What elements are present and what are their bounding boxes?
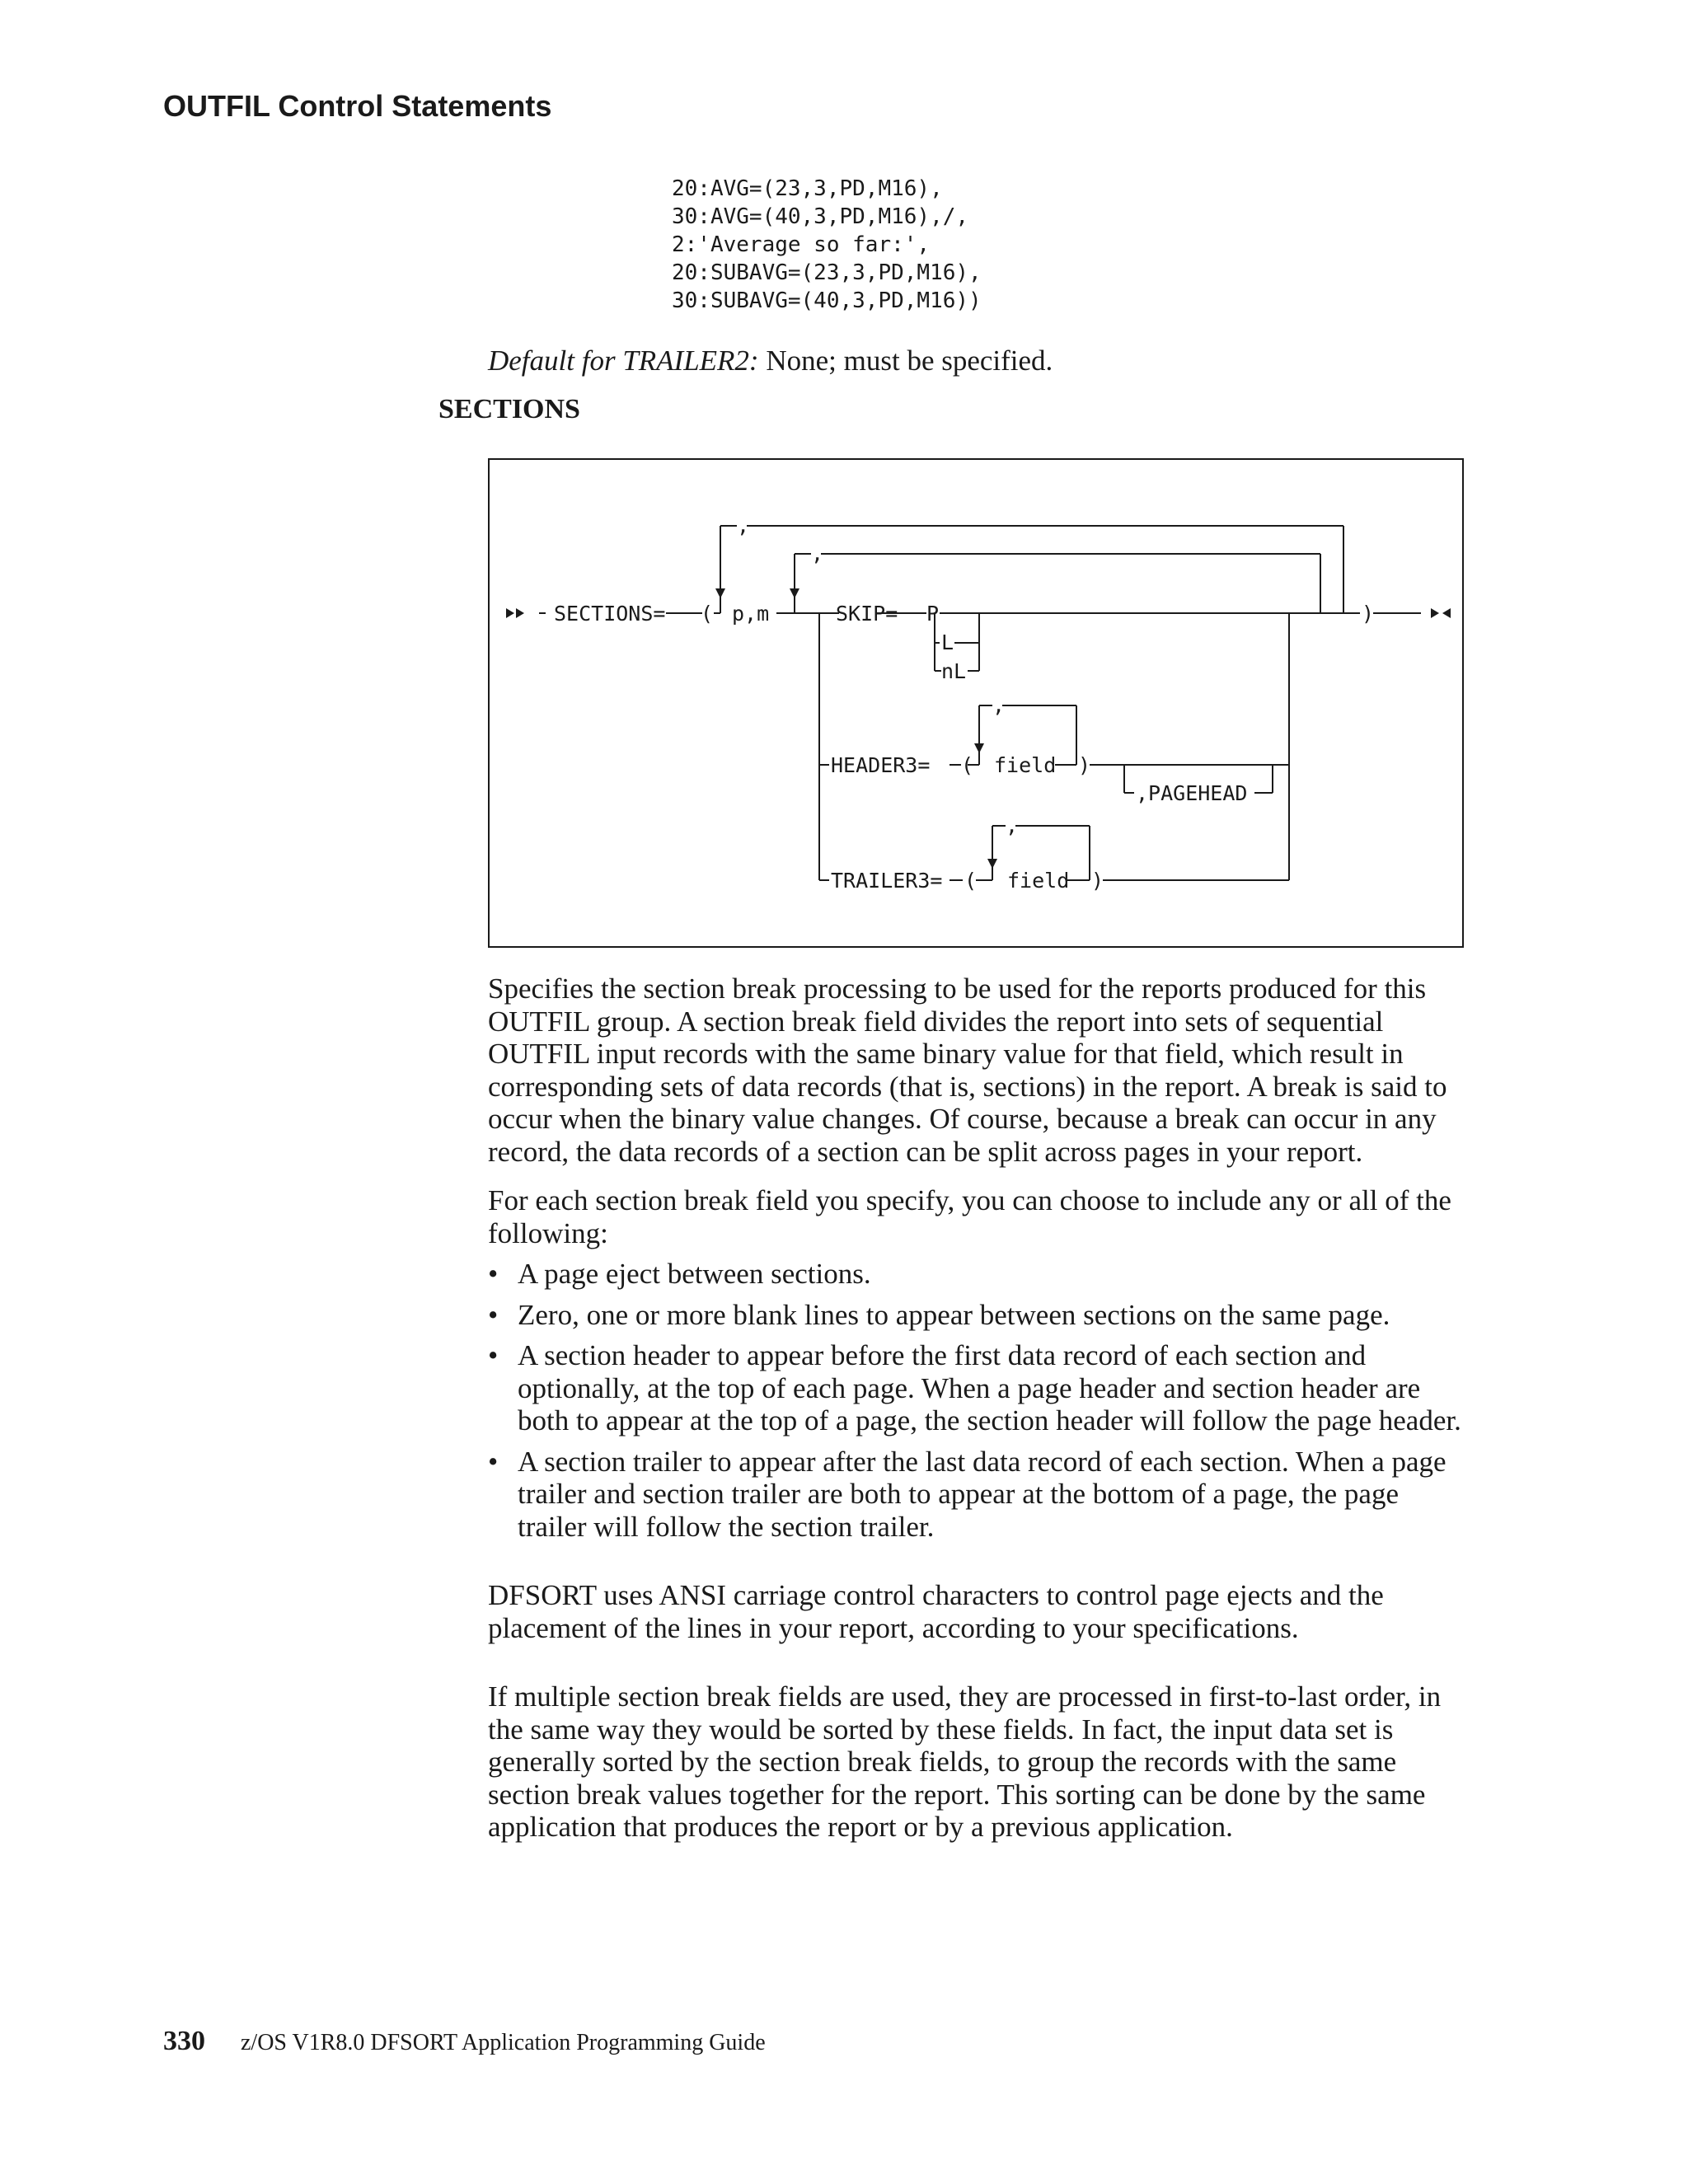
diagram-field: field [1007,869,1070,893]
list-item [488,1446,1469,1544]
diagram-comma: , [992,693,1006,717]
code-line: 30:AVG=(40,3,PD,M16),/, [672,204,969,229]
diagram-skip-p: P [926,602,940,626]
diagram-open-paren: ( [701,602,714,626]
diagram-close-paren: ) [1362,602,1375,626]
diagram-skip-l: L [941,630,954,654]
syntax-diagram-svg [490,460,1465,949]
list-item [488,1339,1469,1437]
list-item-text: Zero, one or more blank lines to appear between sections on the same page. [518,1298,1390,1331]
book-title: z/OS V1R8.0 DFSORT Application Programming Guide [241,2030,766,2055]
code-line: 20:AVG=(23,3,PD,M16), [672,176,943,201]
diagram-comma: , [811,541,824,565]
diagram-comma: , [1006,813,1019,837]
bullet-icon: • [488,1298,499,1331]
diagram-pm: p,m [732,602,770,626]
running-head: OUTFIL Control Statements [163,89,552,123]
diagram-close-paren: ) [1091,869,1104,893]
list-item-text: A section header to appear before the first data record of each section and optionally, at the top of each page. When a page header and section header are both to appear at the top of a page, the section header will follow the page header. [518,1339,1461,1436]
paragraph: For each section break field you specify, you can choose to include any or all of the following: [488,1184,1451,1249]
code-line: 30:SUBAVG=(40,3,PD,M16)) [672,288,982,313]
default-value: None; must be specified. [766,344,1053,377]
diagram-skip-nl: nL [941,659,967,683]
diagram-open-paren: ( [961,753,974,777]
diagram-sections-keyword: SECTIONS= [554,602,666,626]
diagram-field: field [994,753,1057,777]
diagram-comma: , [737,513,750,537]
bullet-list [488,1258,1469,1543]
diagram-close-paren: ) [1078,753,1091,777]
diagram-pagehead: ,PAGEHEAD [1136,781,1248,805]
list-item-text: A section trailer to appear after the last data record of each section. When a page trailer and section trailer are both to appear at the bottom of a page, the page trailer will follow the section trailer. [518,1445,1447,1543]
diagram-skip: SKIP= [836,602,898,626]
bullet-icon: • [488,1339,499,1371]
page-number: 330 [163,2026,205,2056]
diagram-trailer3: TRAILER3= [831,869,943,893]
default-label: Default for TRAILER2: [488,344,759,377]
list-item [488,1258,1469,1291]
paragraph: DFSORT uses ANSI carriage control characters to control page ejects and the placement of the lines in your report, according to your specifications. [488,1579,1384,1644]
list-item-text: A page eject between sections. [518,1258,871,1290]
diagram-header3: HEADER3= [831,753,931,777]
diagram-open-paren: ( [964,869,978,893]
paragraph: Specifies the section break processing to be used for the reports produced for this OUTFIL group. A section break field divides the report into sets of sequential OUTFIL input records with the same binary value for that field, which result in corresponding sets of data records (that is, sections) in the report. A break is said to occur when the binary value changes. Of course, because a break can occur in any record, the data records of a section can be split across pages in your report. [488,972,1447,1168]
code-line: 2:'Average so far:', [672,232,931,257]
bullet-icon: • [488,1445,499,1478]
section-heading: SECTIONS [438,394,580,424]
list-item [488,1299,1469,1332]
code-line: 20:SUBAVG=(23,3,PD,M16), [672,260,982,285]
paragraph: If multiple section break fields are used, they are processed in first-to-last order, in the same way they would be sorted by these fields. In fact, the input data set is generally sorted by the section break fields, to group the records with the same section break values together for the report. This sorting can be done by the same application that produces the report or by a previous application. [488,1680,1442,1843]
syntax-diagram [488,458,1464,948]
code-example [672,175,982,315]
default-trailer2 [488,344,1053,377]
page-footer [163,2026,766,2057]
body-text [488,972,1469,1860]
bullet-icon: • [488,1258,499,1290]
